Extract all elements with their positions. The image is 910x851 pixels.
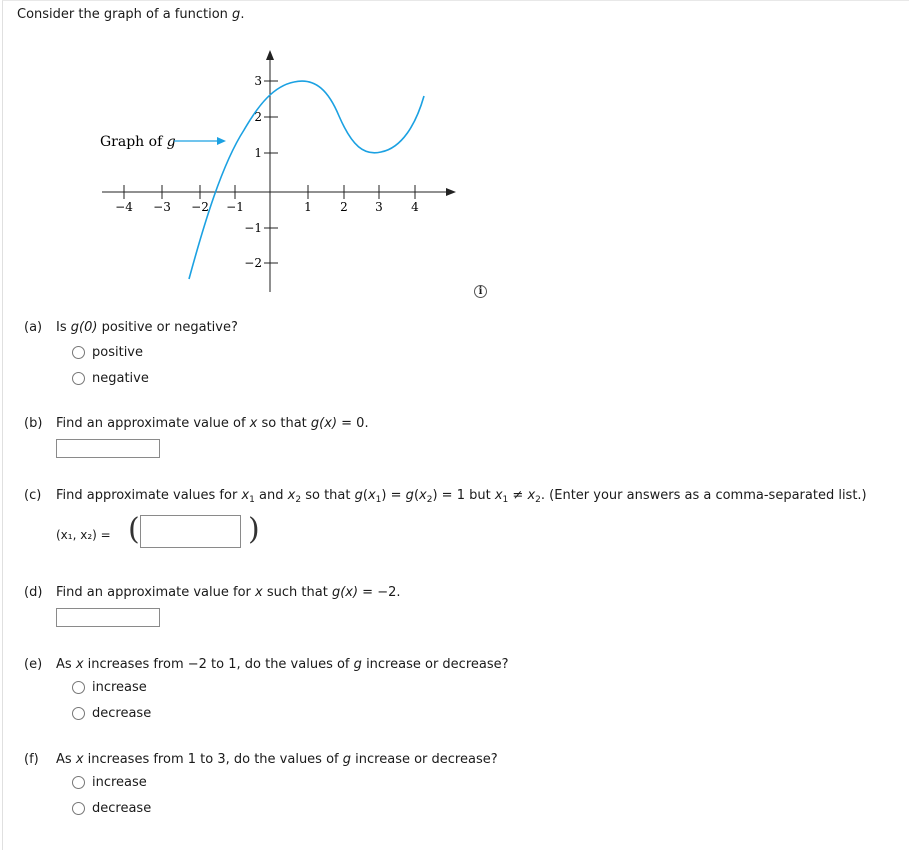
part-e-option-increase[interactable]: increase <box>72 680 147 695</box>
graph-caption: Graph of g <box>100 134 176 150</box>
part-c-label: (c) <box>24 488 42 503</box>
radio-button[interactable] <box>72 681 85 694</box>
part-e-label: (e) <box>24 657 43 672</box>
part-c-question: Find approximate values for $x_1$ and $x_2$ so that $g(x_1) = g(x_2) = 1$ but $x_1 \ne x_2$. (Enter your answers as a comma-separated list.) <box>56 488 867 505</box>
x-tick-label: 1 <box>304 200 312 214</box>
x-tick-label: 2 <box>340 200 348 214</box>
part-a-question: Is g(0) positive or negative? <box>56 320 238 335</box>
part-f-label: (f) <box>24 752 39 767</box>
x-tick-label: −2 <box>191 200 209 214</box>
y-tick-marks <box>264 81 278 263</box>
x-tick-label: −1 <box>226 200 244 214</box>
part-c-answer-input[interactable] <box>140 515 241 548</box>
part-d-label: (d) <box>24 585 43 600</box>
part-a-label: (a) <box>24 320 43 335</box>
function-curve <box>189 81 424 279</box>
part-d-answer-input[interactable] <box>56 608 160 627</box>
x-tick-label: −4 <box>115 200 133 214</box>
function-graph <box>94 44 464 294</box>
x-axis-arrow <box>446 188 456 196</box>
radio-button[interactable] <box>72 802 85 815</box>
radio-button[interactable] <box>72 776 85 789</box>
part-a-option-negative[interactable]: negative <box>72 371 149 386</box>
part-f-option-increase[interactable]: increase <box>72 775 147 790</box>
x-tick-label: 4 <box>411 200 419 214</box>
part-b-question: Find an approximate value of x so that g(x) = 0. <box>56 416 369 431</box>
part-b-answer-input[interactable] <box>56 439 160 458</box>
caption-arrow-head <box>217 137 226 145</box>
part-a-option-positive[interactable]: positive <box>72 345 143 360</box>
radio-button[interactable] <box>72 707 85 720</box>
part-c-pair-label: (x₁, x₂) = <box>56 528 111 542</box>
part-e-option-decrease[interactable]: decrease <box>72 706 151 721</box>
y-tick-label: 2 <box>254 110 262 124</box>
y-tick-label: 3 <box>254 74 262 88</box>
part-e-question: As x increases from −2 to 1, do the values of g increase or decrease? <box>56 657 509 672</box>
y-axis-arrow <box>266 50 274 60</box>
y-tick-label: −1 <box>244 221 262 235</box>
radio-button[interactable] <box>72 346 85 359</box>
part-d-question: Find an approximate value for x such that g(x) = −2. <box>56 585 401 600</box>
part-f-question: As x increases from 1 to 3, do the values of g increase or decrease? <box>56 752 498 767</box>
problem-intro: Consider the graph of a function g. <box>17 7 245 22</box>
radio-button[interactable] <box>72 372 85 385</box>
part-f-option-decrease[interactable]: decrease <box>72 801 151 816</box>
y-tick-label: −2 <box>244 256 262 270</box>
left-paren: ( <box>128 512 140 547</box>
y-tick-label: 1 <box>254 146 262 160</box>
x-tick-label: 3 <box>375 200 383 214</box>
right-paren: ) <box>248 512 260 547</box>
part-b-label: (b) <box>24 416 43 431</box>
info-icon[interactable]: i <box>474 285 487 298</box>
x-tick-label: −3 <box>153 200 171 214</box>
